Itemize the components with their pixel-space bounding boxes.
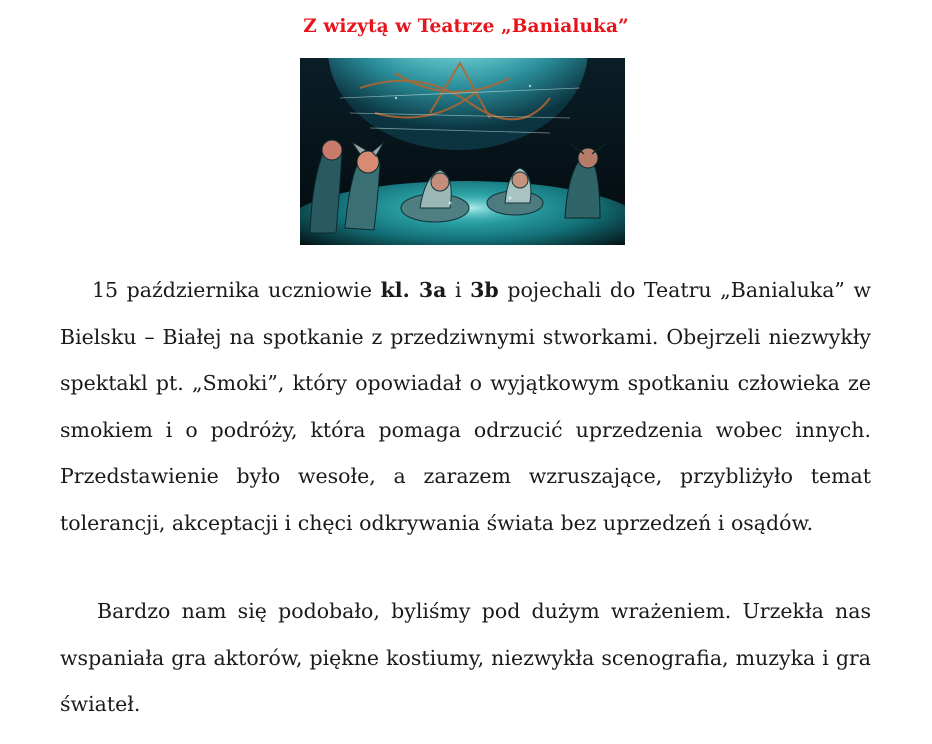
article-title: Z wizytą w Teatrze „Banialuka” [303, 16, 629, 37]
theater-stage-image [300, 58, 625, 245]
class-3a-label: kl. 3a [380, 278, 447, 302]
paragraph-1-body: pojechali do Teatru „Banialuka” w Bielsku – Białej na spotkanie z przedziwnymi stworkami. Obejrzeli niezwykły spektakl pt. „Smoki”, który opowiadał o wyjątkowym spotkaniu człowieka ze smokiem i o podróży, która pomaga odrzucić uprzedzenia wobec innych. Przedstawienie było wesołe, a zarazem wzruszające, przybliżyło temat tolerancji, akceptacji i chęci odkrywania świata bez uprzedzeń i osądów. [60, 278, 872, 535]
paragraph-1-connector: i [446, 278, 471, 302]
article-paragraph-1 [60, 267, 871, 547]
article-paragraph-2: Bardzo nam się podobało, byliśmy pod dużym wrażeniem. Urzekła nas wspaniała gra aktorów, piękne kostiumy, niezwykła scenografia, muzyka i gra świateł. [60, 599, 871, 717]
class-3b-label: 3b [470, 278, 499, 302]
paragraph-1-intro: 15 października uczniowie [92, 278, 381, 302]
theater-photo [300, 58, 625, 245]
